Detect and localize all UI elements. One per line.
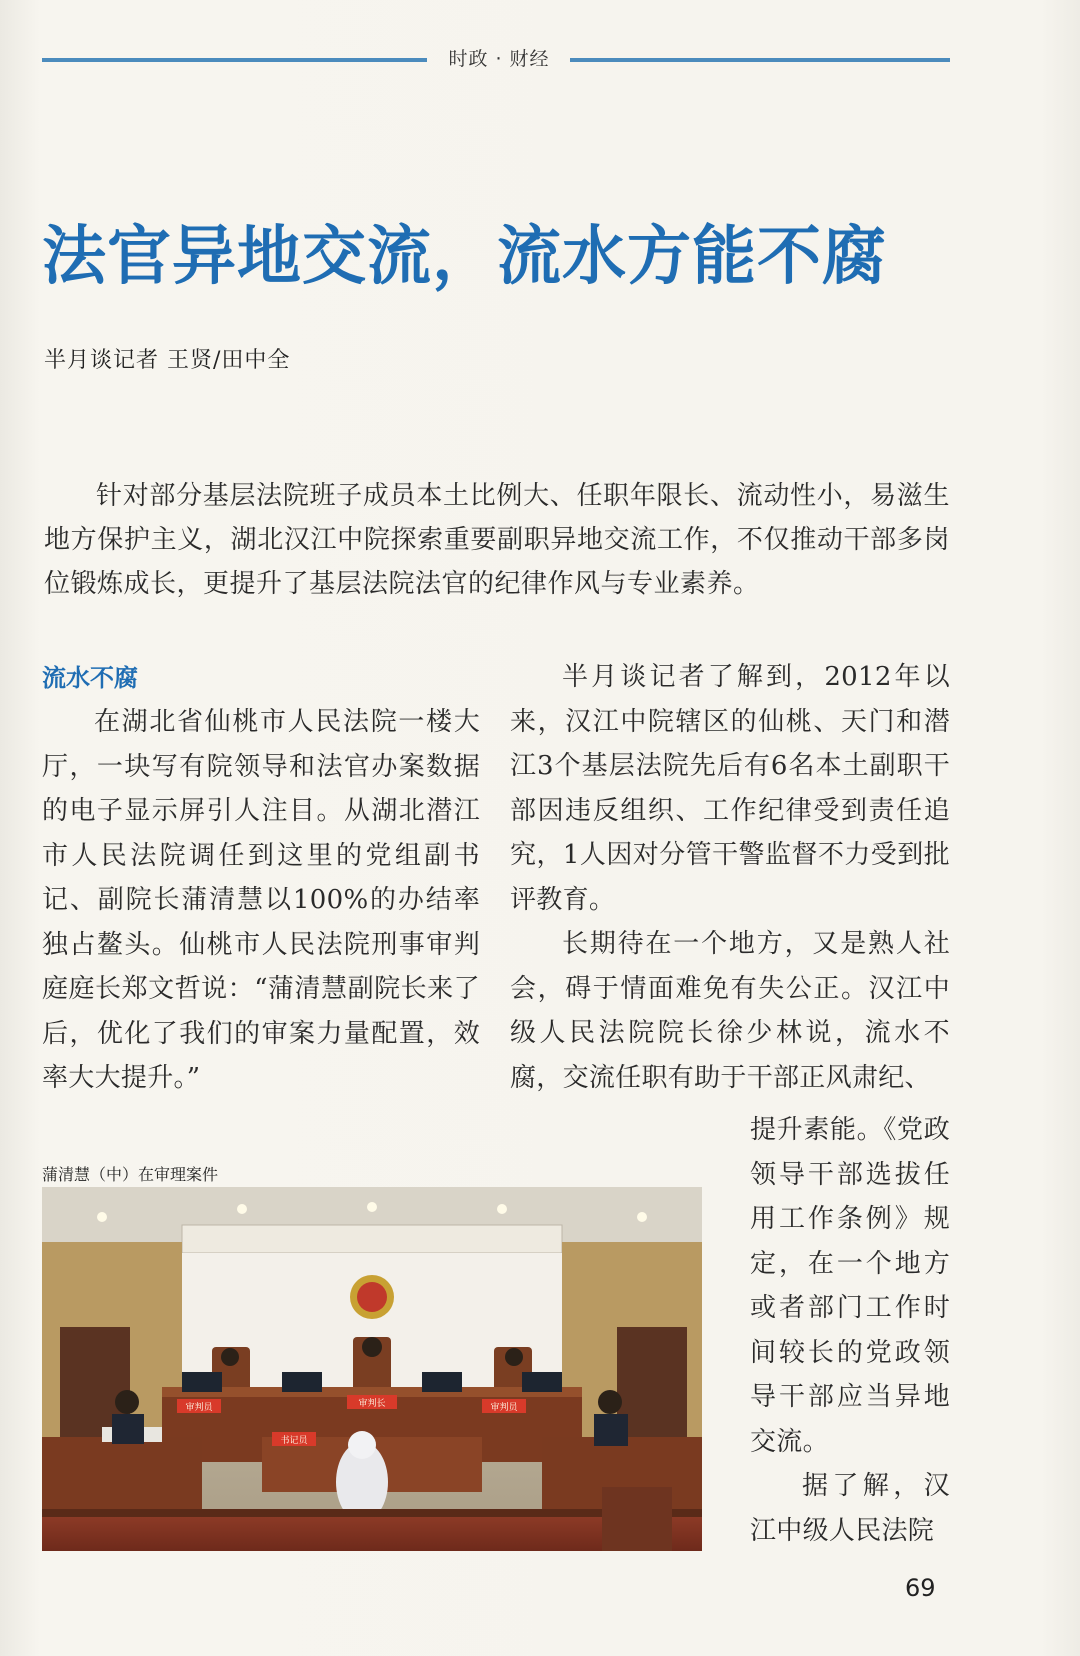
narrow-paragraph-1: 提升素能。《党政领导干部选拔任用工作条例》规定，在一个地方或者部门工作时间较长的党政领导干部应当异地交流。 xyxy=(750,1115,950,1457)
article-lead xyxy=(44,474,950,606)
sign-clerk: 书记员 xyxy=(280,1436,308,1446)
page-number: 69 xyxy=(905,1574,936,1602)
article-byline: 半月谈记者 王贤/田中全 xyxy=(44,348,291,373)
sign-presiding-judge: 审判长 xyxy=(358,1399,386,1409)
article-title: 法官异地交流，流水方能不腐 xyxy=(42,220,887,294)
right-paragraph-2: 长期待在一个地方，又是熟人社会，碍于情面难免有失公正。汉江中级人民法院院长徐少林说，流水不腐，交流任职有助于干部正风肃纪、 xyxy=(510,929,950,1093)
section-label: 时政 · 财经 xyxy=(448,48,550,70)
lead-paragraph: 针对部分基层法院班子成员本土比例大、任职年限长、流动性小，易滋生地方保护主义，湖北汉江中院探索重要副职异地交流工作，不仅推动干部多岗位锻炼成长，更提升了基层法院法官的纪律作风与专业素养。 xyxy=(44,481,950,599)
left-column xyxy=(42,700,480,1101)
courtroom-photo xyxy=(42,1187,702,1551)
sign-judge-left: 审判员 xyxy=(185,1403,213,1413)
right-paragraph-1: 半月谈记者了解到，2012年以来，汉江中院辖区的仙桃、天门和潜江3个基层法院先后有6名本土副职干部因违反组织、工作纪律受到责任追究，1人因对分管干警监督不力受到批评教育。 xyxy=(510,662,950,915)
sign-judge-right: 审判员 xyxy=(490,1403,518,1413)
left-paragraph: 在湖北省仙桃市人民法院一楼大厅，一块写有院领导和法官办案数据的电子显示屏引人注目。从湖北潜江市人民法院调任到这里的党组副书记、副院长蒲清慧以100%的办结率独占鳌头。仙桃市人民法院刑事审判庭庭长郑文哲说：“蒲清慧副院长来了后，优化了我们的审案力量配置，效率大大提升。” xyxy=(42,707,480,1093)
section-heading: 流水不腐 xyxy=(42,664,138,692)
courtroom-illustration xyxy=(42,1187,702,1551)
header-rule-left xyxy=(42,58,427,62)
narrow-column xyxy=(750,1108,950,1553)
narrow-paragraph-2: 据了解，汉江中级人民法院 xyxy=(750,1471,950,1546)
photo-caption: 蒲清慧（中）在审理案件 xyxy=(42,1165,219,1184)
header-rule-right xyxy=(570,58,950,62)
right-column xyxy=(510,655,950,1100)
